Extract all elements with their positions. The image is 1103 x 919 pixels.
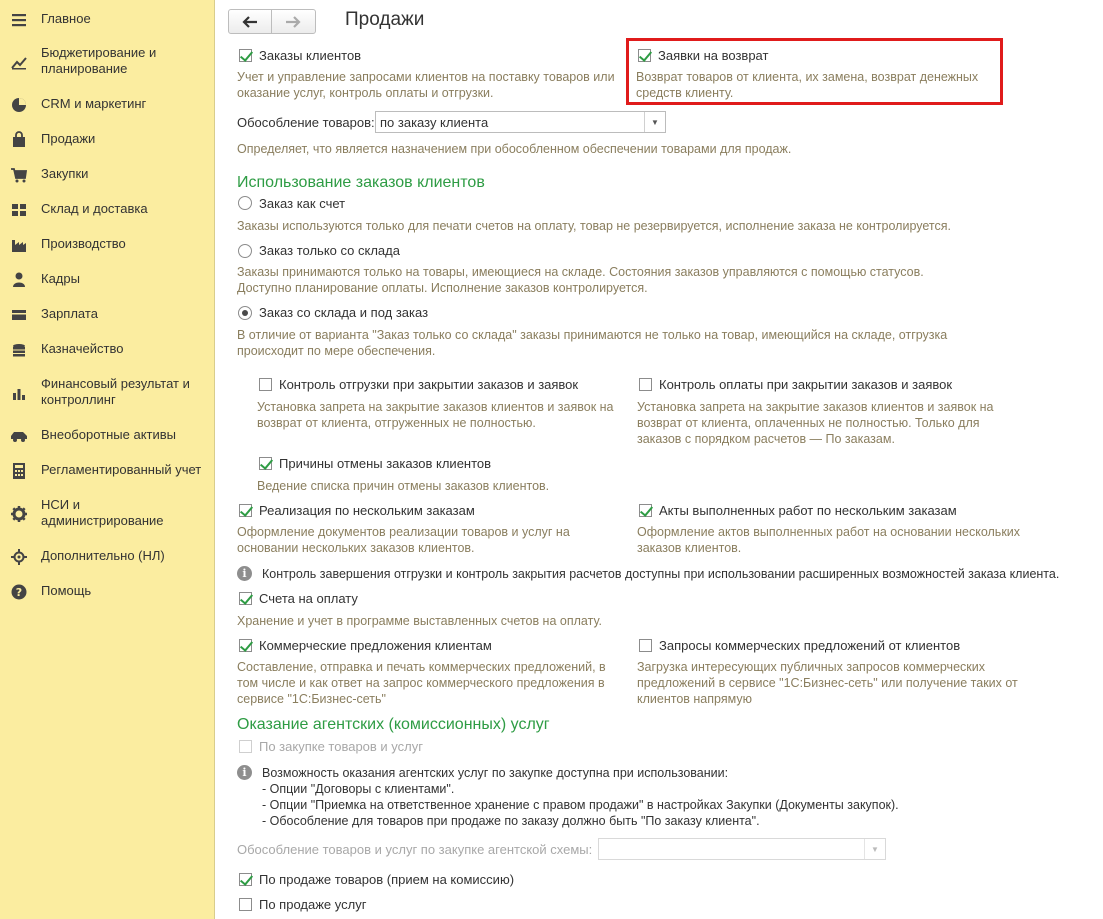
factory-icon — [10, 236, 28, 254]
settings-icon — [10, 548, 28, 566]
sidebar-item-label: Регламентированный учет — [41, 462, 202, 477]
arrow-right-icon — [285, 16, 301, 28]
offer-requests-desc: Загрузка интересующих публичных запросов коммерческих предложений в сервисе "1С:Бизнес-сеть" или получение таких от клиентов напрямую — [637, 660, 1018, 706]
gear-icon — [10, 505, 28, 523]
goods-isolation-desc: Определяет, что является назначением при обособленном обеспечении товарами для продаж. — [237, 142, 792, 156]
sidebar-item-label: Финансовый результат и контроллинг — [41, 376, 190, 407]
order-stock-and-order-label[interactable]: Заказ со склада и под заказ — [259, 305, 429, 320]
commission-sales-checkbox[interactable] — [239, 873, 252, 886]
cancel-reasons-label[interactable]: Причины отмены заказов клиентов — [279, 456, 492, 471]
order-stock-and-order-radio[interactable] — [238, 306, 252, 320]
acts-multi-orders-label[interactable]: Акты выполненных работ по нескольким заказам — [659, 503, 957, 518]
history-nav — [228, 9, 316, 34]
agent-section-title: Оказание агентских (комиссионных) услуг — [237, 716, 550, 733]
sidebar-item-label: Закупки — [41, 166, 89, 181]
sidebar-item-warehouse[interactable] — [0, 194, 214, 224]
agent-isolation-select[interactable] — [598, 838, 886, 860]
chevron-down-icon[interactable]: ▼ — [864, 839, 885, 859]
sidebar-item-label: Дополнительно (НЛ) — [41, 548, 165, 563]
sidebar-item-sales[interactable] — [0, 124, 214, 154]
commercial-offers-checkbox[interactable] — [239, 639, 252, 652]
customer-orders-label[interactable]: Заказы клиентов — [259, 48, 362, 63]
order-as-invoice-desc: Заказы используются только для печати счетов на оплату, товар не резервируется, исполнение заказа не контролируется. — [237, 219, 951, 233]
svg-text:?: ? — [15, 586, 23, 599]
calculator-icon — [10, 462, 28, 480]
goods-isolation-label: Обособление товаров: — [237, 115, 375, 130]
cancel-reasons-checkbox[interactable] — [259, 457, 272, 470]
sidebar-item-production[interactable] — [0, 229, 214, 259]
warehouse-icon — [10, 201, 28, 219]
sidebar-item-fixed-assets[interactable] — [0, 420, 214, 450]
bar-chart-icon — [10, 384, 28, 402]
wallet-icon — [10, 306, 28, 324]
menu-icon — [10, 11, 28, 29]
info-icon: i — [237, 566, 252, 581]
sidebar-item-label: НСИ и администрирование — [41, 497, 164, 528]
page-title: Продажи — [345, 9, 425, 30]
sidebar — [0, 0, 215, 919]
agent-purchase-label[interactable]: По закупке товаров и услуг — [259, 739, 423, 754]
main-content — [215, 0, 1103, 919]
pie-chart-icon — [10, 96, 28, 114]
orders-section-title: Использование заказов клиентов — [237, 174, 485, 191]
sidebar-item-label: Зарплата — [41, 306, 98, 321]
info-note-extended: Контроль завершения отгрузки и контроль закрытия расчетов доступны при использовании расширенных возможностей заказа клиента. — [262, 567, 1060, 581]
sidebar-item-label: Казначейство — [41, 341, 124, 356]
acts-multi-orders-checkbox[interactable] — [639, 504, 652, 517]
payment-control-desc: Установка запрета на закрытие заказов клиентов и заявок на возврат от клиента, оплаченных не полностью. Только для заказов с порядком расчетов — По заказам. — [637, 400, 994, 446]
chevron-down-icon[interactable]: ▼ — [644, 112, 665, 132]
service-sales-label[interactable]: По продаже услуг — [259, 897, 367, 912]
service-sales-checkbox[interactable] — [239, 898, 252, 911]
sidebar-item-help[interactable] — [0, 576, 214, 606]
bag-icon — [10, 131, 28, 149]
coins-icon — [10, 341, 28, 359]
arrow-left-icon — [242, 16, 258, 28]
budget-icon — [10, 53, 28, 71]
sidebar-item-label: Производство — [41, 236, 126, 251]
order-from-stock-label[interactable]: Заказ только со склада — [259, 243, 400, 258]
sidebar-item-main[interactable] — [0, 4, 214, 34]
sidebar-item-regulated-accounting[interactable] — [0, 455, 214, 485]
sidebar-item-nsi-admin[interactable] — [0, 496, 214, 526]
sidebar-item-label: Склад и доставка — [41, 201, 148, 216]
info-icon: i — [237, 765, 252, 780]
sidebar-item-crm[interactable] — [0, 89, 214, 119]
shipment-control-checkbox[interactable] — [259, 378, 272, 391]
payment-control-checkbox[interactable] — [639, 378, 652, 391]
sidebar-item-label: Бюджетирование и планирование — [41, 45, 157, 76]
forward-button[interactable] — [272, 10, 314, 33]
sales-multi-orders-label[interactable]: Реализация по нескольким заказам — [259, 503, 475, 518]
sidebar-item-label: Внеоборотные активы — [41, 427, 177, 442]
invoices-checkbox[interactable] — [239, 592, 252, 605]
cart-icon — [10, 166, 28, 184]
sidebar-item-treasury[interactable] — [0, 334, 214, 364]
sidebar-item-purchases[interactable] — [0, 159, 214, 189]
shipment-control-desc: Установка запрета на закрытие заказов клиентов и заявок на возврат от клиента, отгруженных не полностью. — [257, 400, 614, 430]
commercial-offers-label[interactable]: Коммерческие предложения клиентам — [259, 638, 492, 653]
order-as-invoice-radio[interactable] — [238, 196, 252, 210]
sidebar-item-label: Помощь — [41, 583, 92, 598]
sidebar-item-label: Кадры — [41, 271, 80, 286]
sidebar-item-label: CRM и маркетинг — [41, 96, 147, 111]
car-icon — [10, 427, 28, 445]
shipment-control-label[interactable]: Контроль отгрузки при закрытии заказов и заявок — [279, 377, 579, 392]
sidebar-item-hr[interactable] — [0, 264, 214, 294]
order-from-stock-radio[interactable] — [238, 244, 252, 258]
sidebar-item-label: Главное — [41, 11, 91, 26]
commission-sales-label[interactable]: По продаже товаров (прием на комиссию) — [259, 872, 515, 887]
sidebar-item-financial-result[interactable] — [0, 375, 214, 405]
return-requests-checkbox[interactable] — [638, 49, 651, 62]
customer-orders-desc: Учет и управление запросами клиентов на поставку товаров или оказание услуг, контроль оплаты и отгрузки. — [237, 70, 615, 100]
agent-isolation-label: Обособление товаров и услуг по закупке агентской схемы: — [237, 842, 593, 857]
sidebar-item-label: Продажи — [41, 131, 96, 146]
order-stock-and-order-desc: В отличие от варианта "Заказ только со склада" заказы принимаются не только на товар, имеющийся на складе, отгрузка происходит по мере обеспечения. — [237, 328, 948, 358]
info-note-agent: Возможность оказания агентских услуг по закупке доступна при использовании: - Опции "Договоры с клиентами". - Опции "Приемка на ответственное хранение с правом продажи" в настройках Закупки (Документы закупок). - Обособление для товаров при продаже по заказу должно быть "По заказу клиента". — [262, 766, 899, 828]
back-button[interactable] — [229, 10, 272, 33]
sidebar-item-salary[interactable] — [0, 299, 214, 329]
sales-multi-orders-desc: Оформление документов реализации товаров и услуг на основании нескольких заказов клиентов. — [237, 525, 570, 555]
goods-isolation-select[interactable]: по заказу клиента ▼ — [375, 111, 666, 133]
help-icon — [10, 583, 28, 601]
offer-requests-checkbox[interactable] — [639, 639, 652, 652]
agent-purchase-checkbox[interactable] — [239, 740, 252, 753]
offer-requests-label[interactable]: Запросы коммерческих предложений от клиентов — [659, 638, 961, 653]
sidebar-item-additional[interactable] — [0, 541, 214, 571]
sales-multi-orders-checkbox[interactable] — [239, 504, 252, 517]
payment-control-label[interactable]: Контроль оплаты при закрытии заказов и заявок — [659, 377, 953, 392]
return-requests-label[interactable]: Заявки на возврат — [658, 48, 769, 63]
cancel-reasons-desc: Ведение списка причин отмены заказов клиентов. — [257, 479, 550, 493]
person-icon — [10, 271, 28, 289]
sidebar-item-budgeting[interactable] — [0, 44, 214, 74]
return-requests-desc: Возврат товаров от клиента, их замена, возврат денежных средств клиенту. — [636, 70, 979, 100]
customer-orders-checkbox[interactable] — [239, 49, 252, 62]
commercial-offers-desc: Составление, отправка и печать коммерческих предложений, в том числе и как ответ на запрос коммерческого предложения в сервисе "1С:Бизнес-сеть" — [237, 660, 606, 706]
order-from-stock-desc: Заказы принимаются только на товары, имеющиеся на складе. Состояния заказов управляются с помощью статусов. Доступно планирование оплаты. Исполнение заказов контролируется. — [237, 265, 924, 295]
invoices-label[interactable]: Счета на оплату — [259, 591, 358, 606]
acts-multi-orders-desc: Оформление актов выполненных работ на основании нескольких заказов клиентов. — [637, 525, 1021, 555]
invoices-desc: Хранение и учет в программе выставленных счетов на оплату. — [237, 614, 602, 628]
order-as-invoice-label[interactable]: Заказ как счет — [259, 196, 346, 211]
